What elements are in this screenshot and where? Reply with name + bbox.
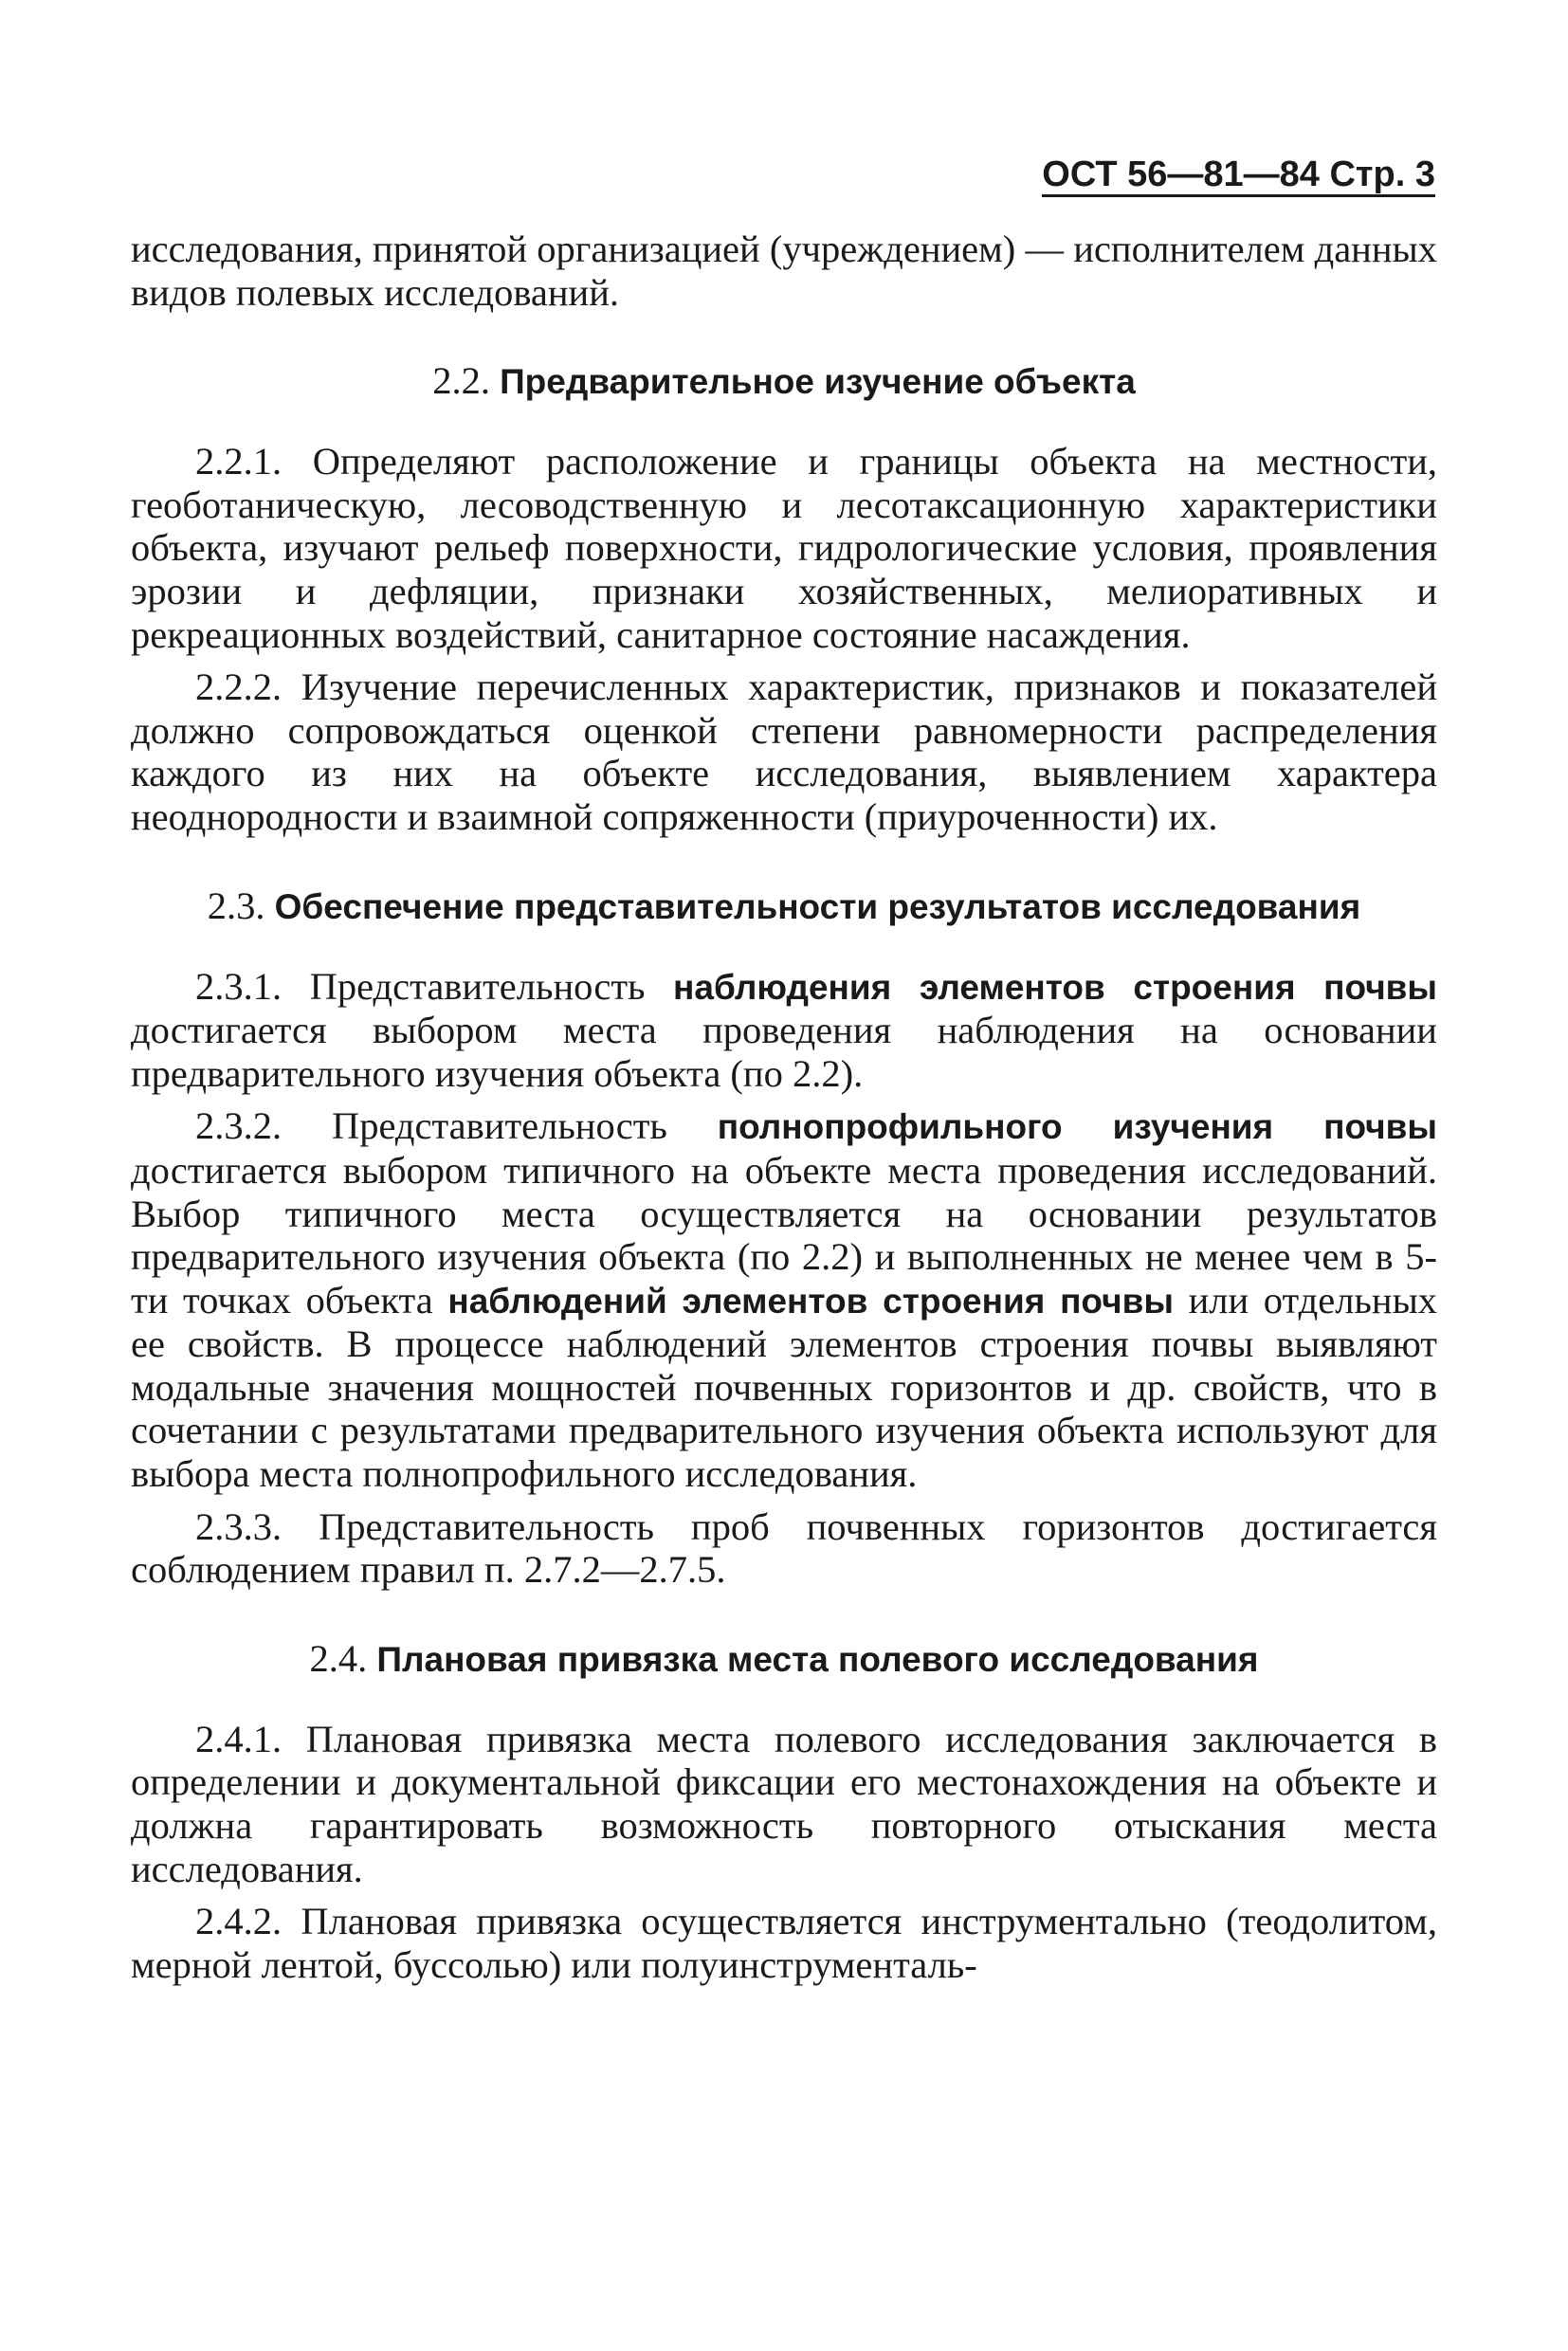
- section-heading-2-2: [131, 359, 1437, 404]
- paragraph-2-3-1: [131, 965, 1437, 1096]
- clause-text: Плановая привязка осуществляется инструментально (теодолитом, мерной лентой, буссолью) или полуинструменталь-: [131, 1900, 1438, 1986]
- clause-text: или отдельных ее свойств. В процессе наблюдений элементов строения почвы выявляют модальные значения мощностей почвенных горизонтов и др. свойств, что в сочетании с результатами предварительного изучения объекта используют для выбора места полнопрофильного исследования.: [131, 1278, 1438, 1496]
- clause-text: Представительность: [331, 1104, 667, 1148]
- clause-number: 2.4.2.: [195, 1900, 283, 1943]
- clause-text: Представительность: [309, 964, 646, 1008]
- paragraph-2-3-2: [131, 1104, 1437, 1495]
- clause-number: 2.2.1.: [195, 440, 283, 483]
- clause-number: 2.3.3.: [195, 1504, 283, 1548]
- clause-text: Плановая привязка места полевого исследования заключается в определении и документальной фиксации его местонахождения на объекте и должна гарантировать возможность повторного отыскания места исследования.: [131, 1717, 1437, 1890]
- section-number: 2.2.: [432, 359, 490, 403]
- clause-text: Представительность проб почвенных горизонтов достигается соблюдением правил п. 2.7.2—2.7.5.: [131, 1504, 1437, 1592]
- section-title: Плановая привязка места полевого исследования: [376, 1639, 1259, 1679]
- clause-number: 2.2.2.: [195, 665, 283, 709]
- section-heading-2-3: [131, 884, 1437, 929]
- section-title: Предварительное изучение объекта: [500, 362, 1136, 402]
- paragraph-continuation: исследования, принятой организацией (учреждением) — исполнителем данных видов полевых исследований.: [131, 228, 1437, 314]
- clause-number: 2.4.1.: [195, 1717, 283, 1760]
- paragraph-2-4-2: [131, 1900, 1437, 1986]
- clause-text: Определяют расположение и границы объекта на местности, геоботаническую, лесоводственную и лесотаксационную характеристики объекта, изучают рельеф поверхности, гидрологические условия, проявления эрозии и дефляции, признаки хозяйственных, мелиоративных и рекреационных воздействий, санитарное состояние насаждения.: [131, 440, 1437, 656]
- paragraph-2-2-1: [131, 440, 1437, 656]
- section-number: 2.3.: [207, 884, 265, 927]
- clause-bold-term: полнопрофильного изучения почвы: [717, 1107, 1437, 1147]
- section-heading-2-4: [131, 1637, 1437, 1682]
- clause-text: Изучение перечисленных характеристик, признаков и показателей должно сопровождаться оценкой степени равномерности распределения каждого из них на объекте исследования, выявлением характера неоднородности и взаимной сопряженности (приуроченности) их.: [131, 665, 1438, 838]
- paragraph-2-4-1: [131, 1718, 1437, 1890]
- paragraph-2-3-3: [131, 1505, 1437, 1592]
- page-header: ОСТ 56—81—84 Стр. 3: [1042, 156, 1435, 197]
- clause-text: достигается выбором места проведения наблюдения на основании предварительного изучения объекта (по 2.2).: [131, 1009, 1437, 1095]
- document-body: [131, 228, 1437, 1996]
- clause-bold-term: наблюдения элементов строения почвы: [673, 967, 1438, 1007]
- clause-number: 2.3.1.: [195, 964, 283, 1008]
- clause-bold-term: наблюдений элементов строения почвы: [447, 1281, 1174, 1321]
- clause-number: 2.3.2.: [195, 1104, 283, 1148]
- section-title: Обеспечение представительности результатов исследования: [274, 886, 1361, 926]
- clause-text: достигается выбором типичного на объекте места проведения исследований. Выбор типичного места осуществляется на основании результатов предварительного изучения объекта (по 2.2) и выполненных не менее чем в 5-ти точках объекта: [131, 1148, 1437, 1321]
- paragraph-2-2-2: [131, 665, 1437, 838]
- section-number: 2.4.: [309, 1636, 368, 1680]
